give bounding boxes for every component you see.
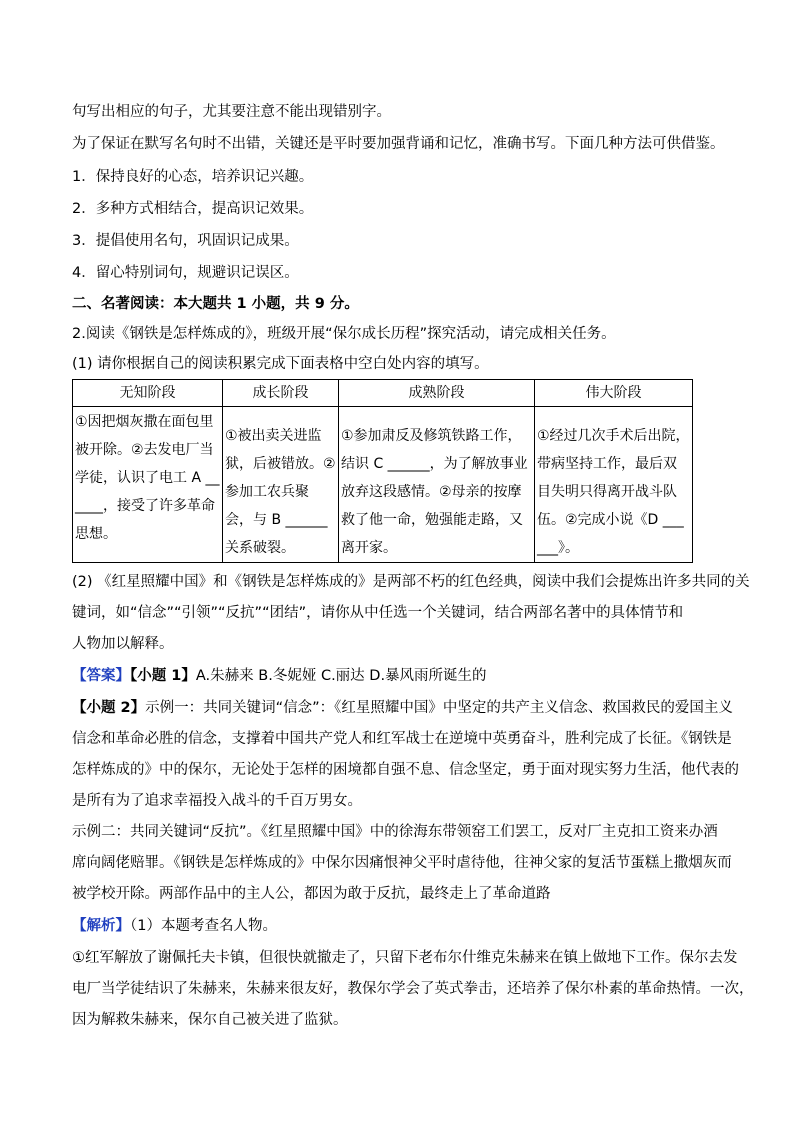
answer-paragraph-line: 席向阔佬赔罪。《钢铁是怎样炼成的》中保尔因痛恨神父平时虐待他，往神父家的复活节蛋糕上撒烟灰而: [72, 855, 732, 871]
analysis-tag: 【解析】: [72, 918, 130, 934]
answer-q2-line: [72, 693, 733, 723]
answer-q2-text: 示例一：共同关键词“信念”：《红星照耀中国》中坚定的共产主义信念、救国救民的爱国主义: [145, 700, 733, 716]
intro-line-1: 句写出相应的句子，尤其要注意不能出现错别字。: [72, 104, 391, 120]
section-heading: [72, 289, 724, 319]
table-header-row: [73, 380, 693, 407]
table-header-cell: 无知阶段: [73, 380, 223, 407]
tip-item: 3．提倡使用名句，巩固识记成果。: [72, 233, 299, 249]
table-header-cell: 伟大阶段: [535, 380, 693, 407]
analysis-paragraph-line: 因为解救朱赫来，保尔自己被关进了监狱。: [72, 1012, 348, 1028]
analysis-paragraph-line: ①红军解放了谢佩托夫卡镇，但很快就撤走了，只留下老布尔什维克朱赫来在镇上做地下工作。保尔去发: [72, 950, 738, 966]
table-row: [73, 407, 693, 563]
sub-question-2-line: (2) 《红星照耀中国》和《钢铁是怎样炼成的》是两部不朽的红色经典，阅读中我们会提炼出许多共同的关: [72, 574, 750, 590]
answer-paragraph-line: 怎样炼成的》中的保尔，无论处于怎样的困境都自强不息、信念坚定，勇于面对现实努力生活，他代表的: [72, 762, 739, 778]
document-page: [72, 96, 754, 1035]
table-header-cell: 成长阶段: [223, 380, 339, 407]
cell-text: ①被出卖关进监狱，后被错放。②参加工农兵聚会，与 B ______关系破裂。: [225, 428, 336, 556]
answer-paragraph-line: 示例二：共同关键词“反抗”。《红星照耀中国》中的徐海东带领窑工们罢工，反对厂主克扣工资来办酒: [72, 824, 718, 840]
table-cell: [223, 407, 339, 563]
answer-tag: 【答案】: [72, 668, 130, 684]
question-2: 2.阅读《钢铁是怎样炼成的》，班级开展“保尔成长历程”探究活动，请完成相关任务。: [72, 326, 616, 342]
answer-q1-label: 【小题 1】: [130, 668, 196, 684]
answer-q1-text: A.朱赫来 B.冬妮娅 C.丽达 D.暴风雨所诞生的: [195, 668, 487, 684]
analysis-first: （1）本题考查名人物。: [130, 918, 277, 934]
sub-question-1: (1) 请你根据自己的阅读积累完成下面表格中空白处内容的填写。: [72, 356, 489, 372]
table-cell: [535, 407, 693, 563]
analysis-line: [72, 911, 724, 941]
answer-paragraph-line: 是所有为了追求幸福投入战斗的千百万男女。: [72, 793, 362, 809]
section-heading-rest: 本大题共 1 小题，共 9 分。: [173, 296, 359, 312]
section-heading-prefix: 二、名著阅读：: [72, 296, 174, 312]
answer-paragraph-line: 被学校开除。两部作品中的主人公，都因为敢于反抗，最终走上了革命道路: [72, 886, 551, 902]
analysis-paragraph-line: 电厂当学徒结识了朱赫来，朱赫来很友好，教保尔学会了英式拳击，还培养了保尔朴素的革命热情。一次，: [72, 981, 754, 997]
answer-q2-label: 【小题 2】: [72, 700, 146, 716]
tip-item: 1．保持良好的心态，培养识记兴趣。: [72, 169, 314, 185]
cell-text: ①经过几次手术后出院，带病坚持工作，最后双目失明只得离开战斗队伍。②完成小说《D ______》。: [537, 428, 690, 556]
answer-line: [72, 661, 724, 691]
sub-question-2-line: 键词，如“信念”“引领”“反抗”“团结”，请你从中任选一个关键词，结合两部名著中的具体情节和: [72, 605, 684, 621]
table-cell: [339, 407, 535, 563]
answer-paragraph-line: 信念和革命必胜的信念，支撑着中国共产党人和红军战士在逆境中英勇奋斗，胜利完成了长征。《钢铁是: [72, 731, 732, 747]
cell-text: ①因把烟灰撒在面包里被开除。②去发电厂当学徒，认识了电工 A ______，接受了许多革命思想。: [75, 414, 220, 542]
tip-item: 2．多种方式相结合，提高识记效果。: [72, 201, 314, 217]
intro-line-2: 为了保证在默写名句时不出错，关键还是平时要加强背诵和记忆，准确书写。下面几种方法可供借鉴。: [72, 136, 725, 152]
table-header-cell: 成熟阶段: [339, 380, 535, 407]
cell-text: ①参加肃反及修筑铁路工作，结识 C ______，为了解放事业放弃这段感情。②母亲的按摩救了他一命，勉强能走路，又离开家。: [341, 428, 528, 556]
table-cell: [73, 407, 223, 563]
stage-table: [72, 379, 693, 563]
tip-item: 4．留心特别词句，规避识记误区。: [72, 265, 299, 281]
sub-question-2-line: 人物加以解释。: [72, 636, 174, 652]
